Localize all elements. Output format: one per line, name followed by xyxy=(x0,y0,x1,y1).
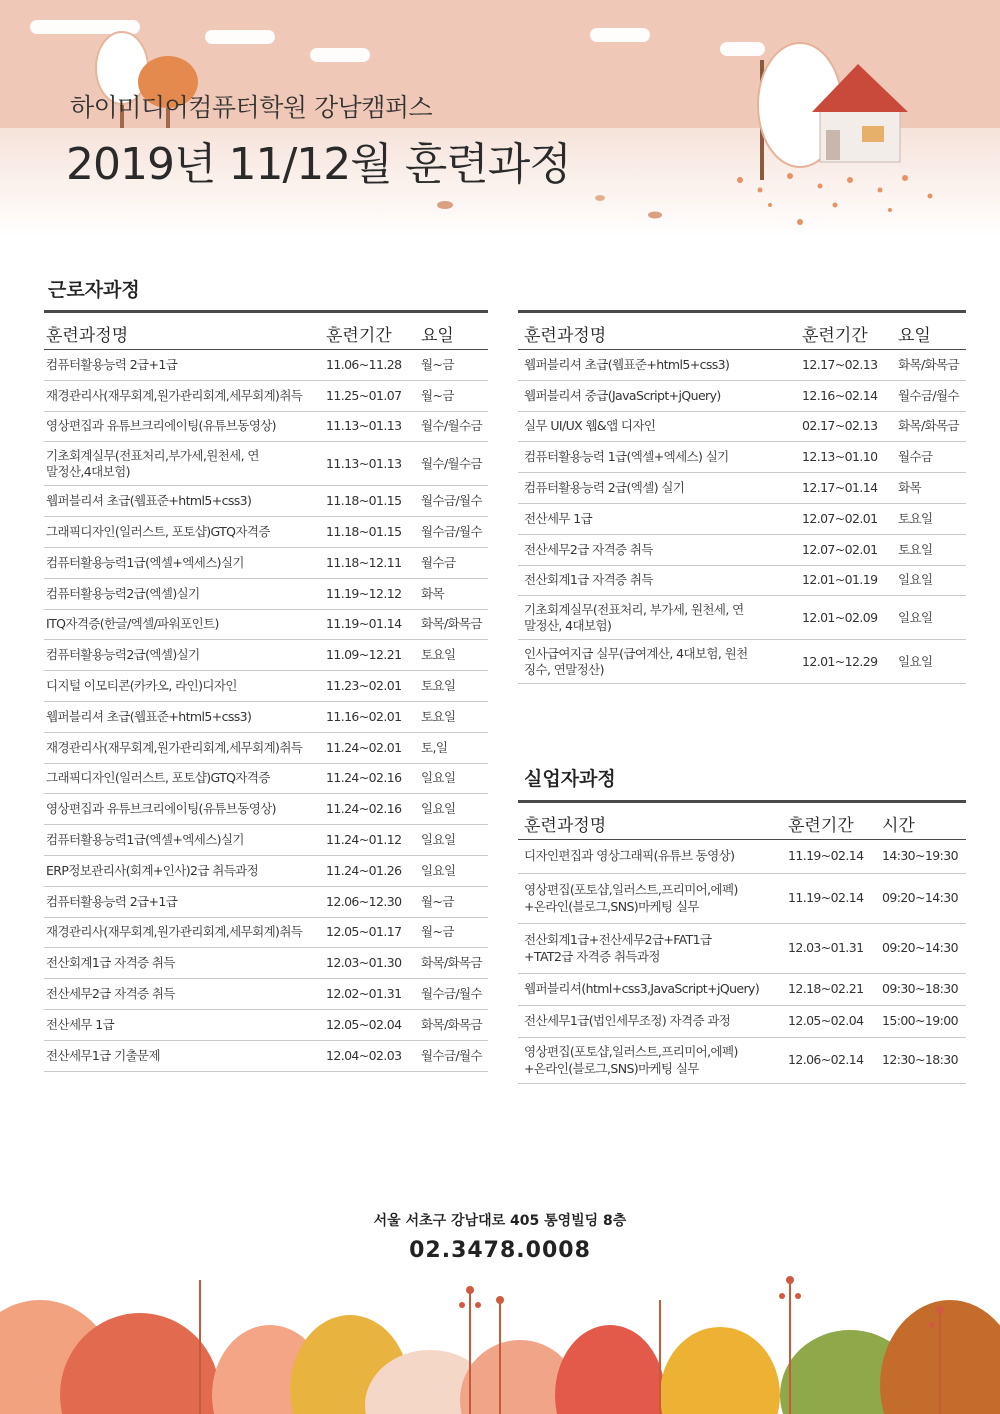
course-name: 전산세무1급(법인세무조정) 자격증 과정 xyxy=(518,1006,788,1038)
column-header-course: 훈련과정명 xyxy=(44,312,326,350)
course-period: 11.19~01.14 xyxy=(326,609,421,640)
course-name: 전산세무2급 자격증 취득 xyxy=(44,979,326,1010)
course-days: 월수금 xyxy=(898,442,966,473)
course-name: 전산세무1급 기출문제 xyxy=(44,1040,326,1071)
course-period: 12.05~01.17 xyxy=(326,917,421,948)
course-days: 화목/화목금 xyxy=(421,1009,488,1040)
course-period: 11.24~01.26 xyxy=(326,855,421,886)
course-period: 11.24~02.16 xyxy=(326,794,421,825)
course-days: 월수/월수금 xyxy=(421,411,488,442)
course-name: 컴퓨터활용능력1급(엑셀+엑세스)실기 xyxy=(44,547,326,578)
footer-phone: 02.3478.0008 xyxy=(409,1238,591,1263)
column-header-days: 요일 xyxy=(421,312,488,350)
course-days: 화목/화목금 xyxy=(898,350,966,381)
course-name: 재경관리사(재무회계,원가관리회계,세무회계)취득 xyxy=(44,380,326,411)
course-period: 11.24~01.12 xyxy=(326,825,421,856)
course-days: 토요일 xyxy=(898,503,966,534)
course-period: 11.18~01.15 xyxy=(326,517,421,548)
course-name: 기초회계실무(전표처리,부가세,원천세, 연말정산,4대보험) xyxy=(44,442,326,486)
course-days: 토,일 xyxy=(421,732,488,763)
course-days: 월~금 xyxy=(421,350,488,381)
course-period: 11.19~12.12 xyxy=(326,578,421,609)
course-period: 12.03~01.30 xyxy=(326,948,421,979)
section-title-worker: 근로자과정 xyxy=(48,279,140,301)
course-name: 전산세무 1급 xyxy=(518,503,802,534)
course-days: 토요일 xyxy=(421,671,488,702)
course-period: 12.16~02.14 xyxy=(802,380,898,411)
course-time: 09:20~14:30 xyxy=(882,874,966,924)
academy-subtitle: 하이미디어컴퓨터학원 강남캠퍼스 xyxy=(70,93,433,122)
course-days: 화목/화목금 xyxy=(898,411,966,442)
course-time: 09:30~18:30 xyxy=(882,974,966,1006)
course-name: 웹퍼블리셔 초급(웹표준+html5+css3) xyxy=(518,350,802,381)
course-period: 11.13~01.13 xyxy=(326,442,421,486)
course-name: 컴퓨터활용능력1급(엑셀+엑세스)실기 xyxy=(44,825,326,856)
column-header-course: 훈련과정명 xyxy=(518,802,788,840)
course-period: 12.07~02.01 xyxy=(802,503,898,534)
course-days: 월~금 xyxy=(421,917,488,948)
column-header-days: 요일 xyxy=(898,312,966,350)
course-period: 11.16~02.01 xyxy=(326,701,421,732)
course-name: 재경관리사(재무회계,원가관리회계,세무회계)취득 xyxy=(44,732,326,763)
course-period: 11.23~02.01 xyxy=(326,671,421,702)
column-header-period: 훈련기간 xyxy=(802,312,898,350)
course-name: 컴퓨터활용능력 1급(엑셀+엑세스) 실기 xyxy=(518,442,802,473)
course-period: 12.17~01.14 xyxy=(802,473,898,504)
course-name: 그래픽디자인(일러스트, 포토샵)GTQ자격증 xyxy=(44,763,326,794)
course-period: 11.18~12.11 xyxy=(326,547,421,578)
course-period: 12.01~02.09 xyxy=(802,596,898,640)
course-days: 월수금/월수 xyxy=(421,1040,488,1071)
course-name: 컴퓨터활용능력 2급+1급 xyxy=(44,886,326,917)
course-days: 화목/화목금 xyxy=(421,948,488,979)
course-days: 일요일 xyxy=(421,855,488,886)
course-period: 12.03~01.31 xyxy=(788,924,882,974)
course-period: 12.04~02.03 xyxy=(326,1040,421,1071)
berry-dots xyxy=(459,1276,944,1328)
course-name: ERP정보관리사(회계+인사)2급 취득과정 xyxy=(44,855,326,886)
course-days: 월수금/월수 xyxy=(421,517,488,548)
course-name: 그래픽디자인(일러스트, 포토샵)GTQ자격증 xyxy=(44,517,326,548)
course-name: 전산회계1급 자격증 취득 xyxy=(518,565,802,596)
course-days: 화목 xyxy=(898,473,966,504)
course-period: 11.24~02.16 xyxy=(326,763,421,794)
course-period: 12.05~02.04 xyxy=(788,1006,882,1038)
course-name: 전산세무 1급 xyxy=(44,1009,326,1040)
course-days: 일요일 xyxy=(898,565,966,596)
course-period: 12.05~02.04 xyxy=(326,1009,421,1040)
course-name: 전산회계1급+전산세무2급+FAT1급 +TAT2급 자격증 취득과정 xyxy=(518,924,788,974)
course-days: 화목 xyxy=(421,578,488,609)
course-period: 11.06~11.28 xyxy=(326,350,421,381)
course-days: 월수금/월수 xyxy=(898,380,966,411)
course-days: 월~금 xyxy=(421,886,488,917)
course-name: 웹퍼블리셔 중급(JavaScript+jQuery) xyxy=(518,380,802,411)
course-days: 월수금/월수 xyxy=(421,486,488,517)
course-name: 디지털 이모티콘(카카오, 라인)디자인 xyxy=(44,671,326,702)
course-period: 12.06~12.30 xyxy=(326,886,421,917)
course-days: 월수금/월수 xyxy=(421,979,488,1010)
course-period: 11.18~01.15 xyxy=(326,486,421,517)
course-name: 영상편집과 유튜브크리에이팅(유튜브동영상) xyxy=(44,411,326,442)
course-name: 컴퓨터활용능력2급(엑셀)실기 xyxy=(44,640,326,671)
course-name: 웹퍼블리셔 초급(웹표준+html5+css3) xyxy=(44,701,326,732)
course-days: 일요일 xyxy=(898,640,966,684)
course-period: 12.18~02.21 xyxy=(788,974,882,1006)
course-days: 일요일 xyxy=(421,825,488,856)
course-period: 02.17~02.13 xyxy=(802,411,898,442)
course-time: 09:20~14:30 xyxy=(882,924,966,974)
course-period: 12.01~12.29 xyxy=(802,640,898,684)
course-name: 인사급여지급 실무(급여계산, 4대보험, 원천징수, 연말정산) xyxy=(518,640,802,684)
course-period: 11.13~01.13 xyxy=(326,411,421,442)
course-days: 토요일 xyxy=(421,701,488,732)
course-days: 월수/월수금 xyxy=(421,442,488,486)
column-header-time: 시간 xyxy=(882,802,966,840)
course-period: 12.07~02.01 xyxy=(802,534,898,565)
course-period: 11.19~02.14 xyxy=(788,840,882,874)
course-name: 영상편집(포토샵,일러스트,프리미어,에펙) +온라인(블로그,SNS)마케팅 실무 xyxy=(518,874,788,924)
course-name: 영상편집(포토샵,일러스트,프리미어,에펙) +온라인(블로그,SNS)마케팅 실무 xyxy=(518,1038,788,1084)
course-period: 12.06~02.14 xyxy=(788,1038,882,1084)
course-period: 11.09~12.21 xyxy=(326,640,421,671)
course-days: 월~금 xyxy=(421,380,488,411)
course-days: 월수금 xyxy=(421,547,488,578)
course-name: 재경관리사(재무회계,원가관리회계,세무회계)취득 xyxy=(44,917,326,948)
column-header-period: 훈련기간 xyxy=(326,312,421,350)
course-name: 기초회계실무(전표처리, 부가세, 원천세, 연말정산, 4대보험) xyxy=(518,596,802,640)
course-period: 11.24~02.01 xyxy=(326,732,421,763)
course-period: 11.19~02.14 xyxy=(788,874,882,924)
column-header-period: 훈련기간 xyxy=(788,802,882,840)
course-name: 컴퓨터활용능력 2급(엑셀) 실기 xyxy=(518,473,802,504)
course-time: 14:30~19:30 xyxy=(882,840,966,874)
course-name: 실무 UI/UX 웹&앱 디자인 xyxy=(518,411,802,442)
course-days: 일요일 xyxy=(898,596,966,640)
course-name: 디자인편집과 영상그래픽(유튜브 동영상) xyxy=(518,840,788,874)
course-period: 12.13~01.10 xyxy=(802,442,898,473)
course-period: 12.17~02.13 xyxy=(802,350,898,381)
course-days: 토요일 xyxy=(898,534,966,565)
course-days: 토요일 xyxy=(421,640,488,671)
footer-address: 서울 서초구 강남대로 405 통영빌딩 8층 xyxy=(373,1213,627,1229)
course-name: 웹퍼블리셔(html+css3,JavaScript+jQuery) xyxy=(518,974,788,1006)
page-title: 2019년 11/12월 훈련과정 xyxy=(66,139,571,190)
course-name: 컴퓨터활용능력 2급+1급 xyxy=(44,350,326,381)
course-days: 화목/화목금 xyxy=(421,609,488,640)
course-period: 12.02~01.31 xyxy=(326,979,421,1010)
section-title-unemployed: 실업자과정 xyxy=(524,768,616,790)
course-time: 12:30~18:30 xyxy=(882,1038,966,1084)
course-name: 전산세무2급 자격증 취득 xyxy=(518,534,802,565)
course-name: 컴퓨터활용능력2급(엑셀)실기 xyxy=(44,578,326,609)
course-time: 15:00~19:00 xyxy=(882,1006,966,1038)
course-name: ITQ자격증(한글/엑셀/파워포인트) xyxy=(44,609,326,640)
course-days: 일요일 xyxy=(421,763,488,794)
course-name: 전산회계1급 자격증 취득 xyxy=(44,948,326,979)
course-period: 12.01~01.19 xyxy=(802,565,898,596)
course-name: 웹퍼블리셔 초급(웹표준+html5+css3) xyxy=(44,486,326,517)
course-period: 11.25~01.07 xyxy=(326,380,421,411)
course-days: 일요일 xyxy=(421,794,488,825)
column-header-course: 훈련과정명 xyxy=(518,312,802,350)
course-name: 영상편집과 유튜브크리에이팅(유튜브동영상) xyxy=(44,794,326,825)
